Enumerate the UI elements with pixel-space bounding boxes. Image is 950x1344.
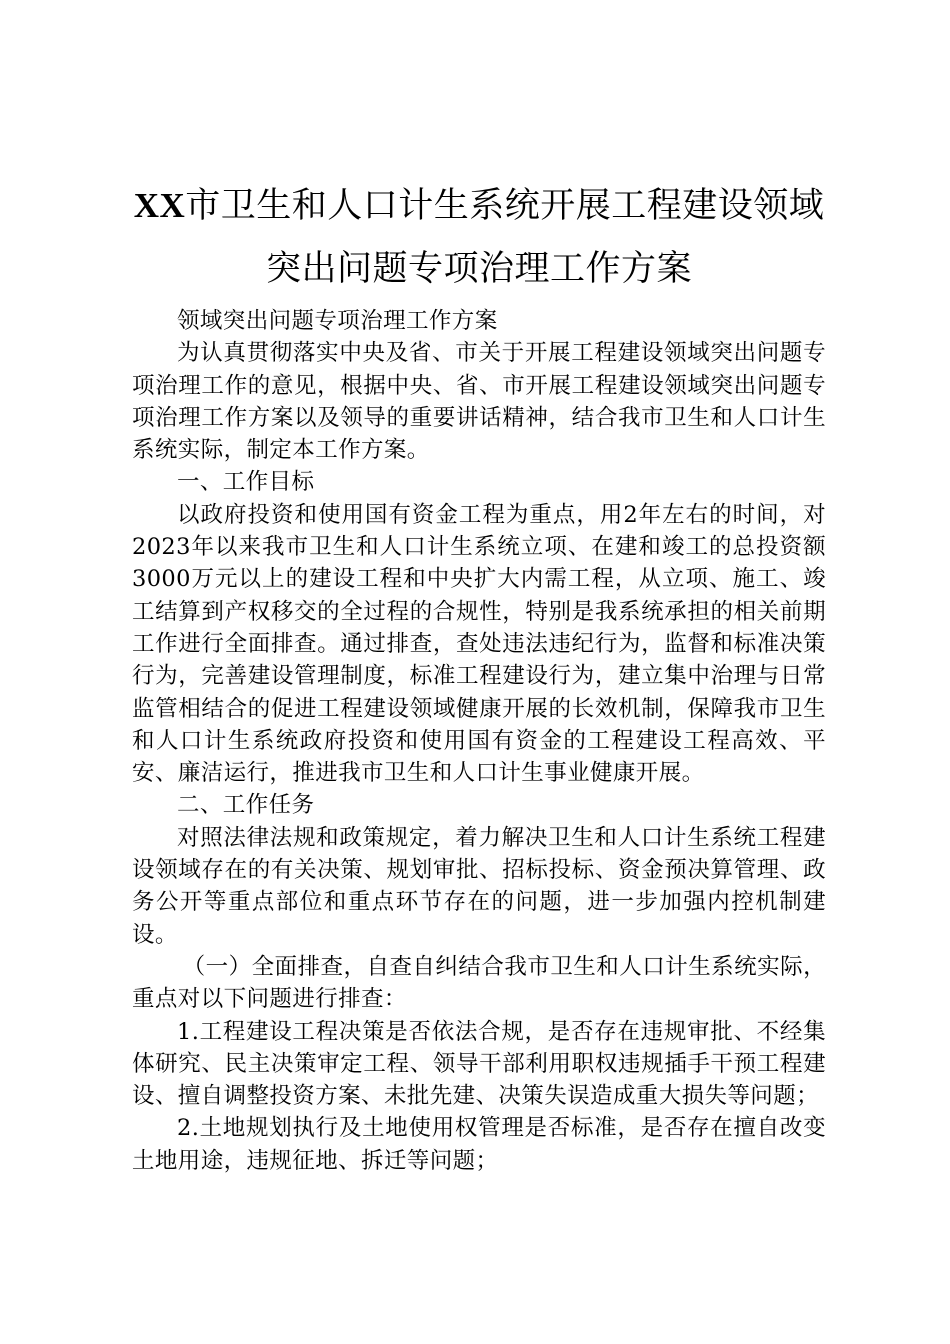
document-title (132, 178, 826, 234)
title-line-1: 市卫生和人口计生系统开展工程建设领域 (185, 186, 825, 226)
heading-work-goals: 一、工作目标 (177, 469, 315, 496)
paragraph-work-tasks: 对照法律法规和政策规定，着力解决卫生和人口计生系统工程建设领域存在的有关决策、规划审批、招标投标、资金预决算管理、政务公开等重点部位和重点环节存在的问题，进一步加强内控机制建设。 (132, 824, 826, 948)
list-item-1: 1.工程建设工程决策是否依法合规，是否存在违规审批、不经集体研究、民主决策审定工程、领导干部利用职权违规插手干预工程建设、擅自调整投资方案、未批先建、决策失误造成重大损失等问题； (132, 1018, 826, 1110)
document-body (132, 305, 826, 1177)
list-item-2: 2.土地规划执行及土地使用权管理是否标准，是否存在擅自改变土地用途，违规征地、拆迁等问题； (132, 1115, 826, 1174)
title-lead: XX (133, 186, 186, 225)
heading-work-tasks: 二、工作任务 (177, 792, 315, 819)
paragraph-section-1: （一）全面排查，自查自纠结合我市卫生和人口计生系统实际，重点对以下问题进行排查： (132, 953, 826, 1013)
document-title-line-2: 突出问题专项治理工作方案 (265, 249, 692, 289)
document-page (132, 178, 826, 1177)
paragraph-work-goals: 以政府投资和使用国有资金工程为重点，用2年左右的时间，对2023年以来我市卫生和人口计生系统立项、在建和竣工的总投资额3000万元以上的建设工程和中央扩大内需工程，从立项、施工、竣工结算到产权移交的全过程的合规性，特别是我系统承担的相关前期工作进行全面排查。通过排查，查处违法违纪行为，监督和标准决策行为，完善建设管理制度，标准工程建设行为，建立集中治理与日常监管相结合的促进工程建设领域健康开展的长效机制，保障我市卫生和人口计生系统政府投资和使用国有资金的工程建设工程高效、平安、廉洁运行，推进我市卫生和人口计生事业健康开展。 (132, 501, 826, 787)
paragraph-intro: 为认真贯彻落实中央及省、市关于开展工程建设领域突出问题专项治理工作的意见，根据中央、省、市开展工程建设领域突出问题专项治理工作方案以及领导的重要讲话精神，结合我市卫生和人口计生系统实际，制定本工作方案。 (132, 340, 826, 464)
paragraph-subtitle: 领域突出问题专项治理工作方案 (177, 308, 498, 334)
